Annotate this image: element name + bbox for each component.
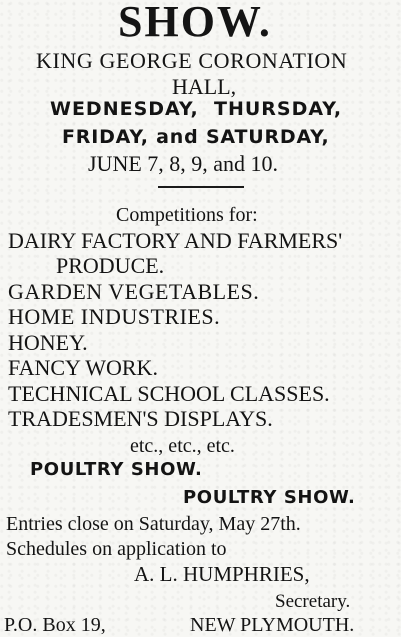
category-dairy: DAIRY FACTORY AND FARMERS' [8, 228, 343, 253]
entries-close: Entries close on Saturday, May 27th. [6, 513, 301, 535]
po-box: P.O. Box 19, [4, 614, 106, 636]
divider-rule [158, 186, 244, 188]
venue-line-1: KING GEORGE CORONATION [36, 48, 348, 73]
ad-title: SHOW. [118, 0, 272, 46]
category-home-industries: HOME INDUSTRIES. [8, 304, 221, 329]
schedules-line: Schedules on application to [6, 538, 227, 560]
category-technical-school: TECHNICAL SCHOOL CLASSES. [8, 381, 330, 406]
town: NEW PLYMOUTH. [190, 614, 355, 636]
poultry-show-1: POULTRY SHOW. [30, 459, 203, 480]
category-fancy-work: FANCY WORK. [8, 355, 158, 380]
secretary-name: A. L. HUMPHRIES, [134, 562, 310, 586]
etc-line: etc., etc., etc. [130, 435, 235, 457]
competitions-intro: Competitions for: [116, 204, 258, 226]
category-honey: HONEY. [8, 330, 88, 355]
days-line-2: FRIDAY, and SATURDAY, [62, 126, 330, 148]
category-tradesmens-displays: TRADESMEN'S DISPLAYS. [8, 406, 273, 431]
secretary-title: Secretary. [275, 591, 351, 612]
days-line-1: WEDNESDAY, THURSDAY, [50, 98, 343, 120]
show-dates: JUNE 7, 8, 9, and 10. [88, 151, 279, 176]
category-produce: PRODUCE. [56, 253, 165, 278]
poultry-show-2: POULTRY SHOW. [183, 487, 356, 508]
category-garden-vegetables: GARDEN VEGETABLES. [8, 279, 260, 304]
venue-line-2: HALL, [172, 74, 237, 99]
